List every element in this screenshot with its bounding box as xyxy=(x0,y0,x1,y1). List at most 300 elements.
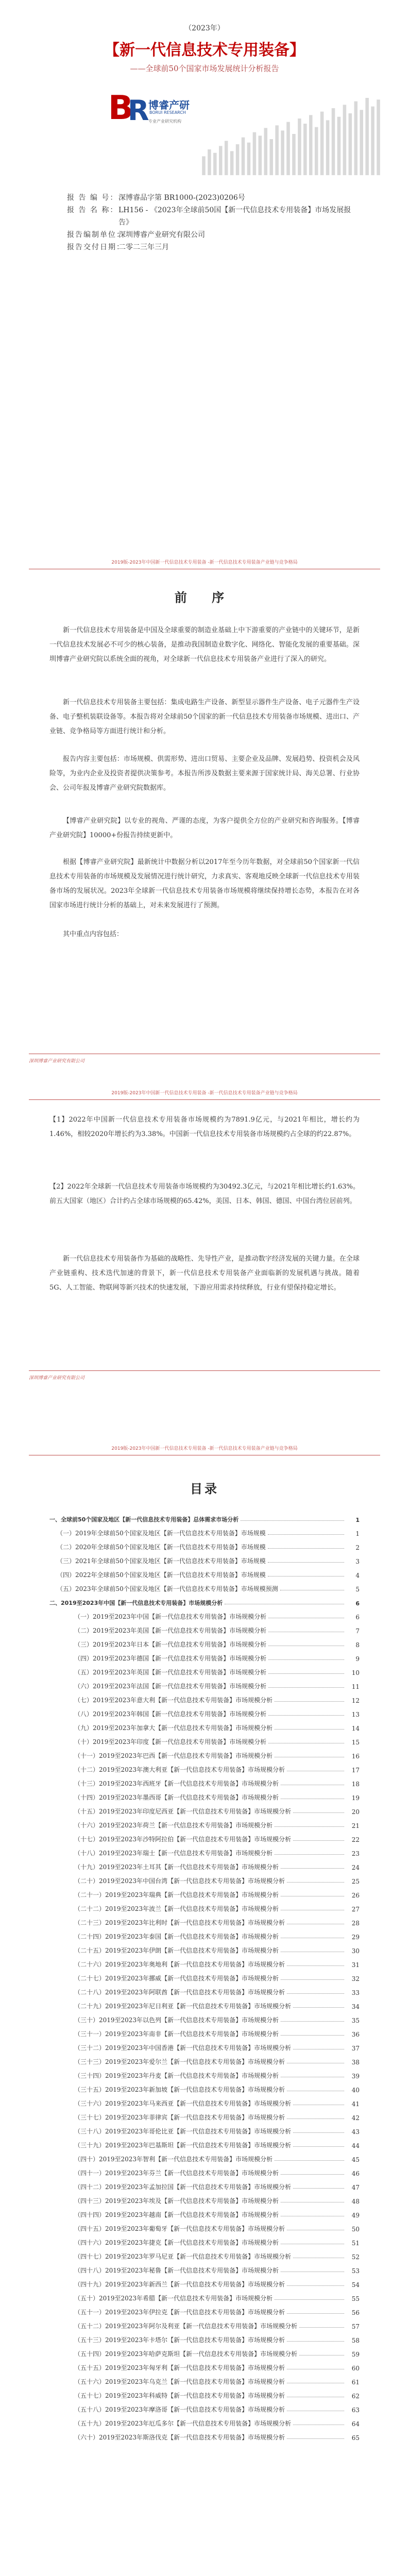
toc-entry[interactable] xyxy=(49,1732,360,1746)
toc-entry-label: （六十）2019至2023年斯洛伐克【新一代信息技术专用装备】市场规模分析 xyxy=(74,2434,285,2441)
logo-cn-name: 博睿产研 xyxy=(148,99,190,111)
toc-page-number: 5 xyxy=(355,1586,360,1593)
logo-en-name: BORUI RESEARCH xyxy=(149,110,186,115)
toc-page-number: 28 xyxy=(351,1920,360,1927)
toc-entry[interactable] xyxy=(49,1774,360,1788)
toc-page-number: 3 xyxy=(355,1558,360,1565)
toc-entry[interactable] xyxy=(49,1913,360,1927)
chart-bar xyxy=(309,115,313,175)
toc-leader-dots xyxy=(268,1659,344,1660)
toc-entry[interactable] xyxy=(49,1607,360,1621)
chart-bar xyxy=(208,149,211,175)
toc-entry[interactable] xyxy=(49,2247,360,2261)
toc-entry[interactable] xyxy=(49,2149,360,2163)
toc-entry-label: （一）2019至2023年中国【新一代信息技术专用装备】市场规模分析 xyxy=(74,1613,267,1620)
toc-entry-label: （五十五）2019至2023年匈牙利【新一代信息技术专用装备】市场规模分析 xyxy=(74,2364,285,2371)
toc-entry[interactable] xyxy=(49,2386,360,2400)
preface-para-4: 【博睿产业研究院】以专业的视角、严谨的态度，为客户提供全方位的产业研究和咨询服务。【博睿产业研究院】10000+份报告持续更新中。 xyxy=(49,817,360,839)
finding-1: 【1】2022年中国新一代信息技术专用装备市场规模约为7891.9亿元，与2021年相比，增长约为1.46%，相较2020年增长约为3.38%。中国新一代信息技术专用装备市场规模约占全球的约22.87%。 xyxy=(49,1116,360,1138)
chart-bar xyxy=(371,107,374,175)
toc-leader-dots xyxy=(281,1979,344,1980)
toc-leader-dots xyxy=(275,1729,344,1730)
toc-page-number: 32 xyxy=(351,1975,360,1982)
toc-page-number: 46 xyxy=(351,2170,360,2177)
toc-entry-label: （二十四）2019至2023年泰国【新一代信息技术专用装备】市场规模分析 xyxy=(74,1933,279,1940)
toc-entry[interactable] xyxy=(49,2122,360,2136)
toc-leader-dots xyxy=(275,2160,344,2161)
toc-entry[interactable] xyxy=(49,1676,360,1690)
toc-page-number: 36 xyxy=(351,2031,360,2038)
toc-entry[interactable] xyxy=(49,2136,360,2149)
toc-entry[interactable] xyxy=(49,1802,360,1816)
meta-key: 报 告 编 号： xyxy=(67,194,118,202)
toc-page xyxy=(0,1437,409,2576)
meta-row xyxy=(67,204,355,229)
toc-leader-dots xyxy=(275,2299,344,2300)
toc-page-number: 30 xyxy=(351,1947,360,1955)
toc-leader-dots xyxy=(281,1868,344,1869)
toc-leader-dots xyxy=(268,1562,344,1563)
chart-bar xyxy=(247,143,251,175)
toc-entry[interactable] xyxy=(49,2191,360,2205)
toc-entry-label: （三）2021年全球前50个国家及地区【新一代信息技术专用装备】市场规模 xyxy=(57,1557,266,1565)
toc-entry-label: （三十五）2019至2023年新加坡【新一代信息技术专用装备】市场规模分析 xyxy=(74,2086,285,2093)
toc-leader-dots xyxy=(281,2174,344,2175)
toc-page-number: 9 xyxy=(355,1655,360,1663)
toc-entry-label: （三十三）2019至2023年爱尔兰【新一代信息技术专用装备】市场规模分析 xyxy=(74,2058,285,2065)
toc-entry[interactable] xyxy=(49,1635,360,1649)
toc-page-number: 2 xyxy=(355,1544,360,1551)
toc-entry[interactable] xyxy=(49,1816,360,1829)
toc-entry-label: （三十七）2019至2023年菲律宾【新一代信息技术专用装备】市场规模分析 xyxy=(74,2114,285,2121)
toc-entry-label: （十七）2019至2023年沙特阿拉伯【新一代信息技术专用装备】市场规模分析 xyxy=(74,1836,292,1843)
toc-entry[interactable] xyxy=(49,1704,360,1718)
toc-leader-dots xyxy=(293,2007,344,2008)
chart-bar xyxy=(281,130,284,175)
toc-entry-label: （十三）2019至2023年西班牙【新一代信息技术专用装备】市场规模分析 xyxy=(74,1780,279,1787)
toc-entry[interactable] xyxy=(49,2344,360,2358)
toc-entry[interactable] xyxy=(49,2428,360,2442)
toc-entry[interactable] xyxy=(49,2261,360,2275)
toc-page-number: 59 xyxy=(351,2351,360,2358)
cover-title: 【新一代信息技术专用装备】 xyxy=(104,41,305,59)
toc-entry[interactable] xyxy=(49,2316,360,2330)
toc-page-number: 64 xyxy=(351,2420,360,2428)
toc-leader-dots xyxy=(293,2188,344,2189)
toc-entry[interactable] xyxy=(49,1746,360,1760)
toc-leader-dots xyxy=(287,1965,344,1966)
toc-entry[interactable] xyxy=(49,1899,360,1913)
page-footer: 深圳博睿产业研究有限公司 xyxy=(29,1376,85,1381)
toc-entry[interactable] xyxy=(49,2289,360,2302)
chart-bar xyxy=(303,124,307,175)
toc-page-number: 29 xyxy=(351,1934,360,1941)
toc-entry-label: （四十八）2019至2023年秘鲁【新一代信息技术专用装备】市场规模分析 xyxy=(74,2267,279,2274)
toc-entry[interactable] xyxy=(49,2358,360,2372)
chart-bar xyxy=(219,146,223,175)
chart-bar xyxy=(213,153,217,175)
toc-entry-label: （六）2019至2023年法国【新一代信息技术专用装备】市场规模分析 xyxy=(74,1683,267,1690)
toc-entry[interactable] xyxy=(49,2330,360,2344)
toc-leader-dots xyxy=(299,2327,344,2328)
toc-page-number: 38 xyxy=(351,2059,360,2066)
toc-page-number: 47 xyxy=(351,2184,360,2191)
toc-entry[interactable] xyxy=(49,1927,360,1941)
preface-para-2: 新一代信息技术专用装备主要包括：集成电路生产设备、新型显示器件生产设备、电子元器件生产设备、电子整机装联设备等。本报告将对全球前50个国家的新一代信息技术专用装备市场规模、进出口、产业链、竞争格局等方面进行统计和分析。 xyxy=(49,699,360,735)
toc-page-number: 61 xyxy=(351,2379,360,2386)
toc-page-number: 4 xyxy=(355,1572,360,1579)
toc-page-number: 20 xyxy=(351,1808,360,1816)
toc-entry-label: 二、2019至2023年中国【新一代信息技术专用装备】市场规模分析 xyxy=(49,1600,223,1606)
toc-page-number: 55 xyxy=(351,2295,360,2302)
toc-entry-label: （二十三）2019至2023年比利时【新一代信息技术专用装备】市场规模分析 xyxy=(74,1919,285,1926)
toc-page-number: 57 xyxy=(351,2323,360,2330)
toc-entry-label: （五）2023年全球前50个国家及地区【新一代信息技术专用装备】市场规模预测 xyxy=(57,1585,278,1592)
toc-entry[interactable] xyxy=(49,1579,360,1593)
toc-leader-dots xyxy=(287,2313,344,2314)
toc-entry[interactable] xyxy=(49,2038,360,2052)
toc-entry-label: （五十）2019至2023年希腊【新一代信息技术专用装备】市场规模分析 xyxy=(74,2295,273,2302)
toc-page-number: 54 xyxy=(351,2281,360,2289)
toc-entry[interactable] xyxy=(49,2233,360,2247)
toc-entry[interactable] xyxy=(49,1955,360,1969)
toc-page-number: 56 xyxy=(351,2309,360,2316)
toc-leader-dots xyxy=(293,2146,344,2147)
toc-entry[interactable] xyxy=(49,2080,360,2094)
meta-key: 报告交付日期： xyxy=(67,243,125,251)
toc-entry[interactable] xyxy=(49,2066,360,2080)
cover-bar-chart xyxy=(201,93,381,175)
logo-slogan: 专业产业研究机构 xyxy=(148,119,181,124)
toc-entry[interactable] xyxy=(49,1621,360,1635)
toc-page-number: 53 xyxy=(351,2267,360,2275)
toc-page-number: 11 xyxy=(351,1683,360,1690)
toc-leader-dots xyxy=(268,1715,344,1716)
toc-page-number: 62 xyxy=(351,2393,360,2400)
toc-page-number: 44 xyxy=(351,2142,360,2149)
chart-bar xyxy=(315,127,318,175)
toc-entry[interactable] xyxy=(49,2052,360,2066)
toc-entry-label: （三）2019至2023年日本【新一代信息技术专用装备】市场规模分析 xyxy=(74,1641,267,1648)
toc-entry-label: 一、全球前50个国家及地区【新一代信息技术专用装备】总体需求市场分析 xyxy=(49,1516,239,1523)
toc-list xyxy=(49,1510,360,2442)
toc-entry-label: （四十）2019至2023年智利【新一代信息技术专用装备】市场规模分析 xyxy=(74,2156,273,2163)
toc-entry-label: （二十五）2019至2023年伊朗【新一代信息技术专用装备】市场规模分析 xyxy=(74,1947,279,1954)
chart-bar xyxy=(377,99,380,175)
toc-entry[interactable] xyxy=(49,2205,360,2219)
toc-entry[interactable] xyxy=(49,1829,360,1843)
toc-entry[interactable] xyxy=(49,1843,360,1857)
toc-entry[interactable] xyxy=(49,1718,360,1732)
toc-entry-label: （三十九）2019至2023年巴基斯坦【新一代信息技术专用装备】市场规模分析 xyxy=(74,2142,292,2149)
toc-page-number: 15 xyxy=(351,1739,360,1746)
preface-para-6: 其中重点内容包括： xyxy=(63,930,124,938)
toc-entry[interactable] xyxy=(49,2010,360,2024)
page-header: 2019版-2023年中国新一代信息技术专用装备 -新一代信息技术专用装备产业链与竞争格局 xyxy=(111,560,298,565)
chart-bar xyxy=(269,139,273,175)
chart-bar xyxy=(236,144,240,175)
logo-letter-b: B xyxy=(108,89,133,127)
toc-entry-label: （十一）2019至2023年巴西【新一代信息技术专用装备】市场规模分析 xyxy=(74,1752,273,1759)
toc-entry[interactable] xyxy=(49,2302,360,2316)
meta-row xyxy=(67,192,355,204)
toc-leader-dots xyxy=(293,2132,344,2133)
toc-page-number: 26 xyxy=(351,1892,360,1899)
toc-entry-label: （三十六）2019至2023年马来西亚【新一代信息技术专用装备】市场规模分析 xyxy=(74,2100,292,2107)
toc-entry-label: （十六）2019至2023年荷兰【新一代信息技术专用装备】市场规模分析 xyxy=(74,1822,273,1829)
toc-leader-dots xyxy=(287,1993,344,1994)
toc-leader-dots xyxy=(268,1687,344,1688)
toc-entry-label: （三十一）2019至2023年南非【新一代信息技术专用装备】市场规模分析 xyxy=(74,2030,279,2038)
toc-entry-label: （二）2020年全球前50个国家及地区【新一代信息技术专用装备】市场规模 xyxy=(57,1544,266,1551)
toc-entry-label: （五十六）2019至2023年乌克兰【新一代信息技术专用装备】市场规模分析 xyxy=(74,2378,285,2385)
preface-page xyxy=(0,551,409,1077)
toc-page-number: 7 xyxy=(355,1628,360,1635)
chart-bar xyxy=(286,122,290,175)
toc-page-number: 37 xyxy=(351,2045,360,2052)
toc-entry-label: （四）2022年全球前50个国家及地区【新一代信息技术专用装备】市场规模 xyxy=(57,1571,266,1579)
toc-entry-label: （十二）2019至2023年澳大利亚【新一代信息技术专用装备】市场规模分析 xyxy=(74,1766,285,1773)
toc-entry[interactable] xyxy=(49,1885,360,1899)
toc-entry-label: （十八）2019至2023年瑞士【新一代信息技术专用装备】市场规模分析 xyxy=(74,1850,273,1857)
toc-entry[interactable] xyxy=(49,1760,360,1774)
cover-subtitle: ——全球前50个国家市场发展统计分析报告 xyxy=(130,64,279,73)
toc-entry-label: （五十一）2019至2023年伊拉克【新一代信息技术专用装备】市场规模分析 xyxy=(74,2309,285,2316)
toc-page-number: 14 xyxy=(351,1725,360,1732)
toc-leader-dots xyxy=(287,2341,344,2342)
preface-para-1: 新一代信息技术专用装备是中国及全球重要的制造业基础上中下游重要的产业链中的关键环节，是新一代信息技术发展必不可少的核心装备，是推动我国制造业数字化、网络化、智能化发展的重要基础。深圳博睿产业研究院以系统全面的视角，对全球新一代信息技术专用装备产业进行了深入的研究。 xyxy=(49,626,360,663)
toc-leader-dots xyxy=(293,1812,344,1813)
toc-entry[interactable] xyxy=(49,1523,360,1537)
toc-page-number: 63 xyxy=(351,2406,360,2414)
toc-entry-label: （十四）2019至2023年墨西哥【新一代信息技术专用装备】市场规模分析 xyxy=(74,1794,279,1801)
toc-entry-label: （四十六）2019至2023年捷克【新一代信息技术专用装备】市场规模分析 xyxy=(74,2239,279,2246)
toc-entry-label: （四十五）2019至2023年葡萄牙【新一代信息技术专用装备】市场规模分析 xyxy=(74,2225,285,2232)
toc-entry-label: （十九）2019至2023年土耳其【新一代信息技术专用装备】市场规模分析 xyxy=(74,1863,279,1871)
preface-title: 前 序 xyxy=(174,590,235,605)
toc-entry-label: （二十二）2019至2023年波兰【新一代信息技术专用装备】市场规模分析 xyxy=(74,1905,279,1912)
toc-entry[interactable] xyxy=(49,1649,360,1663)
toc-entry-label: （二十六）2019至2023年奥地利【新一代信息技术专用装备】市场规模分析 xyxy=(74,1961,285,1968)
toc-entry-label: （五十九）2019至2023年厄瓜多尔【新一代信息技术专用装备】市场规模分析 xyxy=(74,2420,292,2427)
toc-page-number: 42 xyxy=(351,2114,360,2122)
toc-page-number: 10 xyxy=(351,1669,360,1676)
preface-para-3: 报告内容主要包括：市场规模、供需形势、进出口贸易、主要企业及品牌、发展趋势、投资机会及风险等，为业内企业及投资者提供决策参考。本报告所涉及数据主要来源于国家统计局、海关总署、行业协会、公司年报及博睿产业研究院数据库。 xyxy=(49,755,360,792)
chart-bar xyxy=(298,118,301,175)
toc-entry[interactable] xyxy=(49,1857,360,1871)
toc-leader-dots xyxy=(268,1534,344,1535)
toc-entry-label: （五十八）2019至2023年摩洛哥【新一代信息技术专用装备】市场规模分析 xyxy=(74,2406,285,2413)
report-meta xyxy=(67,192,355,253)
toc-entry[interactable] xyxy=(49,2094,360,2108)
toc-entry[interactable] xyxy=(49,1593,360,1607)
toc-entry-label: （十）2019至2023年印度【新一代信息技术专用装备】市场规模分析 xyxy=(74,1738,267,1745)
toc-page-number: 33 xyxy=(351,1989,360,1996)
toc-entry[interactable] xyxy=(49,2108,360,2122)
toc-page-number: 40 xyxy=(351,2087,360,2094)
toc-entry[interactable] xyxy=(49,2024,360,2038)
chart-bar xyxy=(343,105,347,175)
chart-bar xyxy=(253,132,257,175)
toc-page-number: 39 xyxy=(351,2073,360,2080)
chart-bar xyxy=(230,151,234,175)
toc-entry-label: （五十四）2019至2023年哈萨克斯坦【新一代信息技术专用装备】市场规模分析 xyxy=(74,2350,298,2358)
toc-page-number: 6 xyxy=(355,1600,360,1607)
toc-entry-label: （五十二）2019至2023年阿尔及利亚【新一代信息技术专用装备】市场规模分析 xyxy=(74,2323,298,2330)
borui-logo xyxy=(108,89,196,128)
toc-entry[interactable] xyxy=(49,2400,360,2414)
toc-page-number: 22 xyxy=(351,1836,360,1843)
toc-entry-label: （四十二）2019至2023年孟加拉国【新一代信息技术专用装备】市场规模分析 xyxy=(74,2183,292,2191)
chart-bar xyxy=(264,128,268,175)
chart-bar xyxy=(259,135,262,175)
toc-entry-label: （五）2019至2023年英国【新一代信息技术专用装备】市场规模分析 xyxy=(74,1669,267,1676)
toc-page-number: 13 xyxy=(351,1711,360,1718)
meta-key: 报告编制单位： xyxy=(67,231,125,239)
toc-page-number: 21 xyxy=(351,1822,360,1829)
toc-page-number: 43 xyxy=(351,2128,360,2136)
toc-page-number: 52 xyxy=(351,2253,360,2261)
toc-entry-label: （一）2019年全球前50个国家及地区【新一代信息技术专用装备】市场规模 xyxy=(57,1530,266,1537)
preface-para-5: 根据【博睿产业研究院】最新统计中数据分析以2017年至今历年数据，对全球前50个国家新一代信息技术专用装备的市场规模及发展情况进行统计研究，力求真实、客观地反映全球新一代信息技术专用装备市场的发展状况。2023年全球新一代信息技术专用装备市场规模将继续保持增长态势，本报告在对各国家市场进行统计分析的基础上，对未来发展进行了预测。 xyxy=(49,858,360,909)
meta-value: 深博睿品字第 BR1000-(2023)0206号 xyxy=(118,194,245,202)
toc-entry[interactable] xyxy=(49,1982,360,1996)
toc-entry[interactable] xyxy=(49,1969,360,1982)
chart-bar xyxy=(202,156,206,175)
toc-leader-dots xyxy=(275,1826,344,1827)
meta-row xyxy=(67,229,355,241)
meta-value: 深圳博睿产业研究有限公司 xyxy=(118,231,205,239)
toc-leader-dots xyxy=(275,1701,344,1702)
chart-bar xyxy=(242,138,245,175)
toc-entry-label: （五十七）2019至2023年科威特【新一代信息技术专用装备】市场规模分析 xyxy=(74,2392,285,2399)
toc-entry-label: （四）2019至2023年德国【新一代信息技术专用装备】市场规模分析 xyxy=(74,1655,267,1662)
toc-leader-dots xyxy=(287,2438,344,2439)
toc-entry-label: （二）2019至2023年美国【新一代信息技术专用装备】市场规模分析 xyxy=(74,1627,267,1634)
logo-letter-r: R xyxy=(128,94,149,127)
toc-entry-label: （二十一）2019至2023年瑞典【新一代信息技术专用装备】市场规模分析 xyxy=(74,1891,279,1899)
chart-bar xyxy=(332,108,335,175)
toc-entry-label: （八）2019至2023年韩国【新一代信息技术专用装备】市场规模分析 xyxy=(74,1710,267,1718)
toc-entry-label: （九）2019至2023年加拿大【新一代信息技术专用装备】市场规模分析 xyxy=(74,1724,273,1732)
finding-3: 新一代信息技术专用装备作为基础的战略性、先导性产业，是推动数字经济发展的关键力量。在全球产业链重构、技术迭代加速的背景下，新一代信息技术专用装备产业面临新的发展机遇与挑战。随着5G、人工智能、物联网等新兴技术的快速发展，下游应用需求持续释放，行业有望保持稳定增长。 xyxy=(49,1255,360,1292)
toc-leader-dots xyxy=(287,1882,344,1883)
toc-leader-dots xyxy=(281,2035,344,2036)
toc-entry[interactable] xyxy=(49,2219,360,2233)
toc-page-number: 23 xyxy=(351,1850,360,1857)
toc-entry[interactable] xyxy=(49,1941,360,1955)
toc-page-number: 45 xyxy=(351,2156,360,2163)
toc-entry-label: （二十八）2019至2023年阿联酋【新一代信息技术专用装备】市场规模分析 xyxy=(74,1989,285,1996)
page-footer: 深圳博睿产业研究有限公司 xyxy=(29,1059,85,1064)
toc-entry[interactable] xyxy=(49,1871,360,1885)
toc-entry[interactable] xyxy=(49,1565,360,1579)
toc-page-number: 27 xyxy=(351,1906,360,1913)
toc-entry-label: （三十四）2019至2023年丹麦【新一代信息技术专用装备】市场规模分析 xyxy=(74,2072,279,2079)
toc-entry[interactable] xyxy=(49,1996,360,2010)
toc-page-number: 65 xyxy=(351,2434,360,2442)
toc-entry[interactable] xyxy=(49,1537,360,1551)
cover-year: （2023年） xyxy=(184,24,225,32)
toc-page-number: 50 xyxy=(351,2226,360,2233)
page-header: 2019版-2023年中国新一代信息技术专用装备 -新一代信息技术专用装备产业链与竞争格局 xyxy=(111,1446,298,1451)
toc-page-number: 17 xyxy=(351,1767,360,1774)
chart-bar xyxy=(337,117,341,175)
chart-bar xyxy=(326,120,330,175)
toc-leader-dots xyxy=(281,2021,344,2022)
chart-bar xyxy=(275,125,279,175)
toc-entry-label: （四十四）2019至2023年越南【新一代信息技术专用装备】市场规模分析 xyxy=(74,2211,279,2218)
toc-entry-label: （二十）2019至2023年中国台湾【新一代信息技术专用装备】市场规模分析 xyxy=(74,1877,285,1885)
toc-entry[interactable] xyxy=(49,2372,360,2386)
toc-page-number: 1 xyxy=(355,1517,360,1523)
toc-entry[interactable] xyxy=(49,2163,360,2177)
toc-entry-label: （四十九）2019至2023年新西兰【新一代信息技术专用装备】市场规模分析 xyxy=(74,2281,285,2288)
toc-page-number: 24 xyxy=(351,1864,360,1871)
toc-title: 目录 xyxy=(190,1481,219,1496)
toc-leader-dots xyxy=(268,1548,344,1549)
meta-value: LH156 - 《2023年全球前50国【新一代信息技术专用装备】市场发展报告》 xyxy=(118,206,351,227)
toc-page-number: 12 xyxy=(351,1697,360,1704)
toc-page-number: 51 xyxy=(351,2240,360,2247)
header-rule xyxy=(29,1099,380,1100)
toc-page-number: 16 xyxy=(351,1753,360,1760)
toc-page-number: 8 xyxy=(355,1641,360,1649)
toc-page-number: 34 xyxy=(351,2003,360,2010)
toc-entry-label: （五十三）2019至2023年卡塔尔【新一代信息技术专用装备】市场规模分析 xyxy=(74,2336,285,2344)
toc-page-number: 49 xyxy=(351,2212,360,2219)
cover-page xyxy=(0,0,409,546)
chart-bar xyxy=(349,113,352,175)
toc-leader-dots xyxy=(275,1854,344,1855)
toc-entry[interactable] xyxy=(49,2177,360,2191)
toc-page-number: 18 xyxy=(351,1781,360,1788)
toc-page-number: 48 xyxy=(351,2198,360,2205)
finding-2: 【2】2022年全球新一代信息技术专用装备市场规模约为30492.3亿元，与2021年相比增长约1.63%。前五大国家（地区）合计约占全球市场规模的65.42%，美国、日本、韩国、德国、中国台湾位居前列。 xyxy=(49,1183,360,1205)
toc-entry-label: （四十七）2019至2023年罗马尼亚【新一代信息技术专用装备】市场规模分析 xyxy=(74,2253,292,2260)
toc-entry[interactable] xyxy=(49,2275,360,2289)
toc-entry[interactable] xyxy=(49,1551,360,1565)
toc-page-number: 35 xyxy=(351,2017,360,2024)
toc-entry-label: （四十三）2019至2023年埃及【新一代信息技术专用装备】市场规模分析 xyxy=(74,2197,279,2205)
toc-page-number: 1 xyxy=(355,1530,360,1537)
page-header: 2019版-2023年中国新一代信息技术专用装备 -新一代信息技术专用装备产业链与竞争格局 xyxy=(111,1091,298,1096)
toc-page-number: 60 xyxy=(351,2365,360,2372)
meta-value: 二零二三年三月 xyxy=(118,243,169,251)
toc-page-number: 25 xyxy=(351,1878,360,1885)
chart-bar xyxy=(225,141,228,175)
toc-entry-label: （三十）2019至2023年以色列【新一代信息技术专用装备】市场规模分析 xyxy=(74,2016,279,2024)
toc-page-number: 31 xyxy=(351,1961,360,1969)
meta-row xyxy=(67,241,355,253)
toc-leader-dots xyxy=(241,1520,344,1521)
meta-key: 报 告 名 称： xyxy=(67,206,118,214)
toc-entry[interactable] xyxy=(49,2414,360,2428)
toc-entry[interactable] xyxy=(49,1690,360,1704)
toc-entry-label: （二十七）2019至2023年挪威【新一代信息技术专用装备】市场规模分析 xyxy=(74,1975,279,1982)
toc-entry[interactable] xyxy=(49,1663,360,1676)
toc-leader-dots xyxy=(293,1840,344,1841)
toc-entry-label: （三十八）2019至2023年哥伦比亚【新一代信息技术专用装备】市场规模分析 xyxy=(74,2128,292,2135)
toc-entry-label: （十五）2019至2023年印度尼西亚【新一代信息技术专用装备】市场规模分析 xyxy=(74,1808,292,1815)
chart-bar xyxy=(320,112,324,175)
toc-entry[interactable] xyxy=(49,1788,360,1802)
toc-page-number: 41 xyxy=(351,2100,360,2108)
toc-entry[interactable] xyxy=(49,1510,360,1523)
chart-bar xyxy=(360,110,363,175)
toc-page-number: 6 xyxy=(355,1614,360,1621)
toc-page-number: 19 xyxy=(351,1794,360,1802)
